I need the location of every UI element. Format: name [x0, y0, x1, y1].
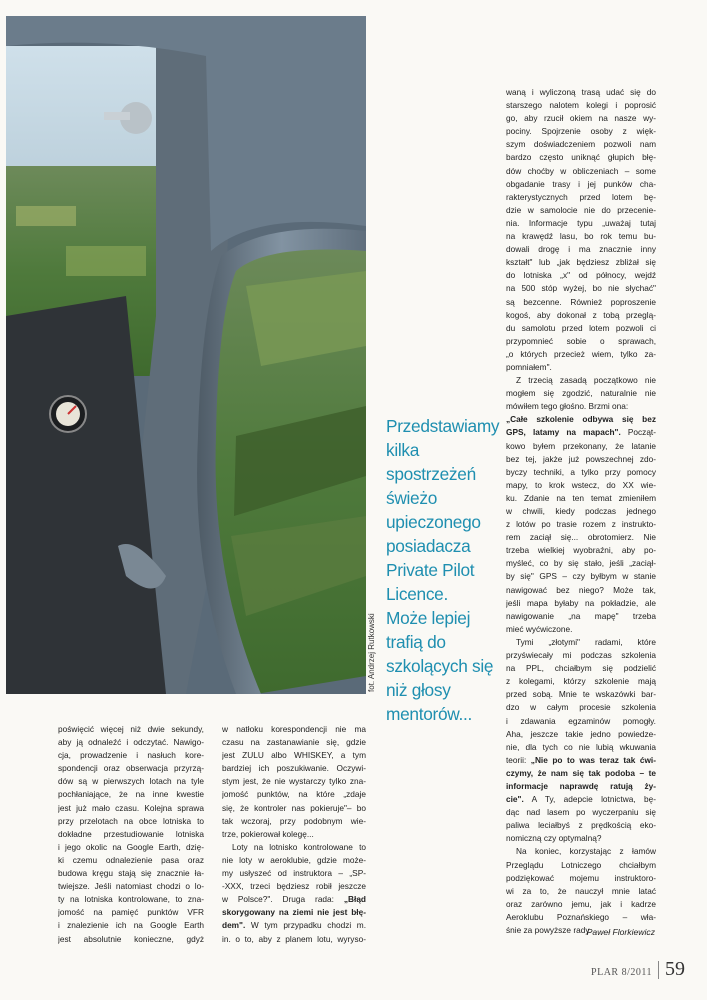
text-line-bold [506, 780, 656, 793]
text-line: pochłaniające, że na inne kwestie [58, 789, 204, 800]
bold-text: informacje naprawdę ratują ży- [506, 780, 656, 791]
text-line: jest ZULU albo WHISKEY, a tym [222, 750, 366, 761]
text-line: starszego nalotem kolegi i poprosić [506, 100, 656, 111]
text-line: nomiczną czy optymalną? [506, 833, 602, 844]
text-line: -XXX, trzeci będziesz robił jeszcze [222, 881, 366, 892]
text-line: rakterystycznych przed lotem bę- [506, 191, 656, 202]
text-line: kogoś, aby dokonał z tobą przeglą- [506, 309, 656, 320]
text-line: czasu na zastanawianie się, gdzie [222, 737, 366, 748]
text-fragment: A Ty, adepcie lotnictwa, bę- [523, 794, 656, 805]
pull-quote-line: kilka spostrzeżeń [386, 440, 476, 484]
text-line: cja, prowadzenie i nasłuch kore- [58, 750, 204, 761]
text-line: bez tej, jakże już powszechnej zdo- [506, 453, 656, 464]
text-fragment: teorii: [506, 754, 527, 765]
text-line: spondencji oraz obserwacja przyrzą- [58, 763, 204, 774]
text-line: przy przelotach na obce lotniska to [58, 815, 204, 826]
text-line: się, że kontroler nas pokieruje"– bo [222, 802, 366, 813]
text-line: dzo w całym procesie szkolenia [506, 702, 656, 713]
text-line: z lotów po trasie rozem z instrukto- [506, 519, 656, 530]
text-line: i jego okolic na Google Earth, dzię- [58, 841, 204, 852]
text-line: trze, pokierował kolegę... [222, 828, 314, 839]
footer-divider [658, 961, 659, 979]
text-fragment: Począt- [620, 427, 656, 438]
bold-text: „Błąd [333, 894, 366, 905]
text-line: trzeba wielkiej wyobraźni, aby po- [506, 545, 656, 556]
text-line: są bezcenne. Również poproszenie [506, 296, 656, 307]
text-line: ku. Zdanie na ten temat zmieniłem [506, 492, 656, 503]
text-line: i znalezienie ich na Google Earth [58, 920, 204, 931]
text-line-mixed [222, 893, 366, 906]
text-line: z kolegami, którzy szkolenie mają [506, 676, 656, 687]
bold-text: „Całe szkolenie odbywa się bez [506, 414, 656, 425]
photo-credit-text: fot. Andrzej Rutkowski [367, 613, 376, 692]
text-line: Tymi „złotymi" radami, które [516, 636, 656, 647]
pull-quote-line: mentorów... [386, 704, 473, 724]
text-line: śnie za powyższe rady. [506, 925, 592, 935]
text-line: w chwili, kiedy podczas jednego [506, 506, 656, 516]
pull-quote-line: Przedstawiamy [386, 416, 500, 436]
text-line: nawigowanie „na mapę" trzeba [506, 610, 656, 621]
text-line: nie, dla tych co nie lubią wkuwania [506, 741, 656, 752]
text-line: mapy, to krok wstecz, do XX wie- [506, 479, 656, 490]
text-line: przyświecały mi podczas szkolenia [506, 650, 656, 661]
text-line: jest absolutnie konieczne, gdyż [58, 933, 204, 944]
text-line: twiejsze. Jeśli natomiast chodzi o lo- [58, 881, 204, 892]
pull-quote-line: trafią do [386, 632, 446, 652]
text-line-bold [506, 767, 656, 780]
pull-quote-line: posiadacza [386, 536, 471, 556]
text-line: „o których przecież wiem, tylko za- [506, 348, 656, 359]
text-line: na PPL, chciałbym się podzielić [506, 663, 656, 674]
page-footer [591, 958, 685, 981]
cockpit-photo [6, 16, 366, 694]
text-line: w natłoku korespondencji nie ma [222, 724, 366, 734]
text-line: dów choćby w obliczeniach – some [506, 165, 656, 176]
text-line: budowa kręgu stają się znacznie ła- [58, 868, 204, 879]
text-line: Aha, jeszcze takie jedno powiedze- [506, 728, 656, 739]
text-line: my usłyszeć od instruktora – „SP- [222, 868, 366, 879]
text-line: go, aby rzucił okiem na nasze wy- [506, 113, 656, 124]
bold-text: cie". [506, 794, 524, 805]
cockpit-window-illustration [6, 16, 366, 694]
text-line: Na koniec, korzystając z łamów [516, 846, 656, 857]
text-line: poświęcić więcej niż dwie sekundy, [58, 724, 204, 734]
text-line: na 500 stóp wyżej, bo nie słychać" [506, 283, 656, 294]
text-line: mówiłem tego głośno. Brzmi ona: [506, 401, 629, 412]
text-line: na krawędź lasu, bo rok temu bu- [506, 231, 656, 242]
text-line: mieć wyćwiczone. [506, 623, 573, 634]
text-line: dów są w pierwszych lotach na tyle [58, 776, 204, 787]
text-line: Aeroklubu Poznańskiego – wła- [506, 911, 656, 922]
text-fragment: w Polsce?". Druga rada: [222, 894, 334, 905]
pull-quote-line: niż głosy [386, 680, 451, 700]
text-line: dokładne przestudiowanie lotniska [58, 828, 204, 839]
text-line: waną i wyliczoną trasą udać się do [506, 87, 656, 97]
text-line: i zdawania egzaminów pomogły. [506, 715, 656, 726]
pull-quote-line: Private Pilot [386, 560, 475, 580]
text-line: nawigować bez niego? Może tak, [506, 584, 656, 595]
text-line: du samolotu przed lotem pozwoli ci [506, 322, 656, 333]
text-line: in. o to, aby z planem lotu, wyryso- [222, 933, 366, 944]
bold-text: GPS, latamy na mapach". [506, 427, 621, 438]
text-line: jeśli mapa byłaby na pokładzie, ale [506, 597, 656, 608]
text-line: dąc nad lasem po wyczerpaniu się [506, 807, 656, 818]
text-line: bardziej ich poszukiwanie. Oczywi- [222, 763, 366, 774]
text-line: podziękować mojemu instruktoro- [506, 872, 656, 883]
text-line: wi za to, że nauczył mnie latać [506, 885, 656, 896]
text-line: obgadanie trasy i jej punków cha- [506, 178, 656, 189]
text-line: ki czemu odnalezienie pasa oraz [58, 854, 204, 865]
text-line: pomniałem". [506, 361, 552, 372]
bold-text: dem". [222, 920, 246, 931]
text-line: pociny. Spojrzenie osoby z więk- [506, 126, 656, 137]
pull-quote-line: świeżo [386, 488, 438, 508]
page-number: 59 [665, 958, 685, 980]
article-column-right [506, 86, 656, 937]
text-line: nia. Informacje typu „uważaj tutaj [506, 217, 656, 228]
text-line: szym doświadczeniem pozwoli nam [506, 139, 656, 150]
text-line-mixed [506, 754, 656, 767]
pull-quote-line: Licence. [386, 584, 448, 604]
pull-quote-line: Może lepiej [386, 608, 471, 628]
text-line: kształt" lub „jak będziesz zbliżał się [506, 257, 656, 268]
text-line: tak wczoraj, przy podobnym wie- [222, 815, 366, 826]
text-line-mixed [506, 793, 656, 806]
text-line: Loty na lotnisko kontrolowane to [232, 841, 366, 852]
article-column-left [58, 723, 204, 946]
pull-quote-line: upieczonego [386, 512, 481, 532]
text-line-mixed [506, 426, 656, 439]
text-line: nie loty w aeroklubie, gdzie może- [222, 854, 366, 865]
text-line: kowo byłem przekonany, że latanie [506, 440, 656, 451]
text-line: dzie w samolocie nie do przecenie- [506, 204, 656, 215]
text-line: myśleć, co by się stało, jeśli „zaciął- [506, 558, 656, 569]
text-line: ty na lotniska kontrolowane, to zna- [58, 894, 204, 905]
bold-text: skorygowany na ziemi nie jest błę- [222, 907, 366, 918]
text-line-bold [506, 413, 656, 426]
text-line: Przeglądu Lotniczego chciałbym [506, 859, 656, 870]
text-line-bold [222, 906, 366, 919]
text-line-mixed [222, 919, 366, 932]
text-line: rem zaciął się... obrotomierz. Nie [506, 532, 656, 543]
article-column-middle [222, 723, 366, 946]
text-line: oraz zarówno jemu, jak i kadrze [506, 898, 656, 909]
bold-text: „Nie po to was teraz tak ćwi- [526, 754, 656, 765]
text-line: mogłem się zgodzić, naturalnie nie [506, 388, 656, 399]
text-line: stym jest, że nie wystarczy tylko zna- [222, 776, 366, 787]
text-line: przypomnieć sobie o sprawach, [506, 335, 656, 346]
text-line: aby ją odnaleźć i odczytać. Nawigo- [58, 737, 204, 748]
text-line: byczy techniki, a tylko przy pomocy [506, 466, 656, 477]
photo-credit [367, 600, 379, 692]
text-line: jomość punktów, na które „zdaje [222, 789, 366, 800]
text-line: Z trzecią zasadą początkowo nie [516, 375, 656, 386]
author-signature: Paweł Florkiewicz [586, 927, 655, 937]
text-line: paliwa leciałbyś z prędkością eko- [506, 820, 656, 831]
magazine-issue: PLAR 8/2011 [591, 967, 652, 978]
text-fragment: W tym przypadku chodzi m. [245, 920, 366, 931]
text-line: jest już mało czasu. Kolejna sprawa [58, 802, 204, 813]
text-line: jomość na pamięć punktów VFR [58, 907, 204, 918]
pull-quote [386, 414, 500, 726]
pull-quote-line: szkolących się [386, 656, 494, 676]
text-line: dowali drogę i ma znacznie inny [506, 244, 656, 255]
text-line: bardzo często uniknąć głupich błę- [506, 152, 656, 163]
bold-text: czymy, że nam się tak podoba – te [506, 767, 656, 778]
text-line: przed sobą. Mnie te wskazówki bar- [506, 689, 656, 700]
text-line: do lotniska „x" od północy, wejdź [506, 270, 656, 281]
text-line: by się" GPS – czy byłbym w stanie [506, 571, 656, 582]
